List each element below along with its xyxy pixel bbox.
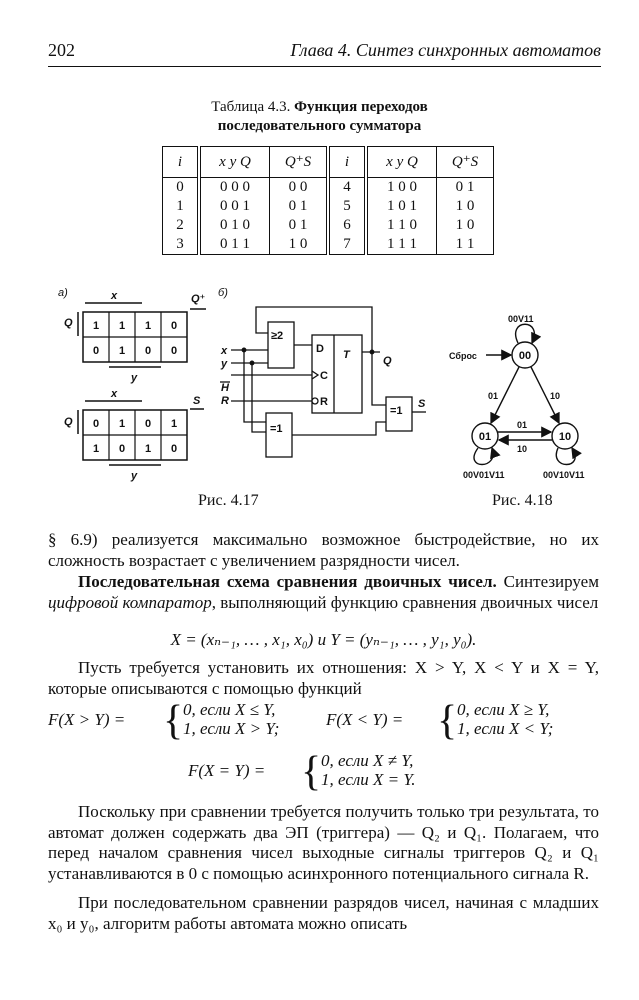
col-header-xyq: x y Q: [199, 147, 270, 178]
reset-inversion: [312, 398, 318, 404]
paragraph-3: Пусть требуется установить их отношения: X > Y, X < Y и X = Y, которые описываются с помощью функций: [48, 658, 599, 698]
kmap2-cell: 0: [92, 418, 100, 430]
kmap1-out-label: Q⁺: [191, 293, 206, 305]
table-cell: 7: [328, 235, 366, 255]
table-cell: 3: [163, 235, 200, 255]
kmap1-cell: 1: [92, 320, 100, 332]
loop-00-label: 00V11: [508, 314, 534, 324]
piecewise-functions: [48, 700, 608, 810]
table-cell: 1 0: [270, 235, 329, 255]
f1-lhs: F(X > Y) =: [48, 710, 126, 729]
edge-00-01-label: 01: [488, 391, 499, 401]
ff-c-label: C: [320, 370, 328, 382]
ff-r-label: R: [320, 396, 328, 408]
paragraph-2: [48, 572, 599, 613]
edge-01-10-label: 01: [517, 420, 528, 430]
table-cell: 0 0: [270, 178, 329, 198]
input-y: y: [221, 358, 228, 370]
kmap2-cell: 0: [170, 443, 178, 455]
kmap1-cell: 1: [118, 345, 126, 357]
f2-case-2: 1, если X < Y;: [457, 719, 554, 738]
kmap2-out-label: S: [193, 395, 201, 407]
table-cell: 1 1 1: [366, 235, 437, 255]
edge-00-10-label: 10: [550, 391, 561, 401]
table-cell: 0 1 1: [199, 235, 270, 255]
ff-t-label: T: [343, 349, 350, 361]
table-caption-title-1: Функция переходов: [294, 99, 428, 115]
table-cell: 1 0 1: [366, 197, 437, 216]
kmap1-cell: 0: [170, 320, 178, 332]
kmap1-q-label: Q: [64, 317, 73, 329]
kmap2-q-label: Q: [64, 416, 73, 428]
kmap2-cell: 0: [144, 418, 152, 430]
state-10-label: 10: [558, 431, 572, 443]
fig-label-a: а): [58, 287, 68, 299]
input-x: x: [221, 345, 228, 357]
page-number: 202: [48, 40, 75, 60]
loop-01-label: 00V01V11: [463, 470, 505, 480]
kmap1-cell: 0: [92, 345, 100, 357]
table-caption-prefix: Таблица 4.3.: [211, 99, 291, 115]
state-00-label: 00: [518, 350, 532, 362]
loop-10-label: 00V10V11: [543, 470, 585, 480]
output-q: Q: [383, 355, 392, 367]
reset-label: Сброс: [449, 351, 477, 361]
kmap1-y-label: y: [131, 372, 138, 384]
figures-4-17-4-18: [0, 280, 639, 490]
col-header-xyq2: x y Q: [366, 147, 437, 178]
input-h: H: [221, 382, 229, 394]
wire: [292, 422, 386, 435]
table-cell: 0 0 1: [199, 197, 270, 216]
table-cell: 0 1: [270, 216, 329, 235]
table-cell: 1 0: [437, 197, 494, 216]
output-s: S: [418, 398, 426, 410]
table-cell: 1 0 0: [366, 178, 437, 198]
paragraph-1: § 6.9) реализуется максимально возможное быстродействие, но их сложность возрастает с увеличением разрядности чисел.: [48, 530, 599, 570]
kmap2-x-label: x: [111, 388, 118, 400]
ff-d-label: D: [316, 343, 324, 355]
table-cell: 6: [328, 216, 366, 235]
header-rule: [48, 66, 601, 67]
kmap1-cell: 0: [170, 345, 178, 357]
f2-lhs: F(X < Y) =: [326, 710, 404, 729]
fig-label-b: б): [218, 287, 228, 299]
section-heading: Последовательная схема сравнения двоичных чисел.: [78, 572, 497, 591]
xor-gate-1: [266, 413, 292, 457]
f1-case-1: 0, если X ≤ Y,: [183, 700, 276, 719]
table-cell: 1: [163, 197, 200, 216]
table-cell: 4: [328, 178, 366, 198]
f2-brace: {: [437, 698, 458, 744]
f2-case-1: 0, если X ≥ Y,: [457, 700, 550, 719]
table-caption-title-2: последовательного сумматора: [217, 118, 422, 134]
figure-4-17-caption: Рис. 4.17: [198, 492, 259, 509]
kmap2-cell: 1: [118, 418, 126, 430]
kmap1-cell: 1: [144, 320, 152, 332]
clock-triangle: [312, 371, 318, 379]
table-cell: 0 1: [437, 178, 494, 198]
figure-4-18-caption: Рис. 4.18: [492, 492, 553, 509]
table-cell: 2: [163, 216, 200, 235]
table-cell: 0 0 0: [199, 178, 270, 198]
formula-xy: X = (xₙ₋₁, … , x₁, x₀) и Y = (yₙ₋₁, … , y₁, y₀).: [170, 630, 477, 649]
edge-10-01-label: 10: [517, 444, 528, 454]
col-header-qs: Q⁺S: [270, 147, 329, 178]
loop-10: [556, 448, 575, 465]
kmap2-cell: 1: [170, 418, 178, 430]
table-caption: [0, 98, 639, 136]
paragraph-2-text: Синтезируем: [496, 572, 599, 591]
kmap1-cell: 1: [118, 320, 126, 332]
wire: [244, 350, 266, 422]
f3-case-1: 0, если X ≠ Y,: [321, 751, 414, 770]
table-row: [163, 178, 494, 198]
col-header-qs2: Q⁺S: [437, 147, 494, 178]
table-cell: 1 0: [437, 216, 494, 235]
kmap2-cell: 0: [118, 443, 126, 455]
table-cell: 0 1: [270, 197, 329, 216]
input-r: R: [221, 395, 229, 407]
kmap2-cell: 1: [92, 443, 100, 455]
xor2-label: =1: [390, 405, 403, 417]
table-cell: 0 1 0: [199, 216, 270, 235]
f3-lhs: F(X = Y) =: [188, 761, 266, 780]
table-cell: 1 1: [437, 235, 494, 255]
kmap2-cell: 1: [144, 443, 152, 455]
kmap1-x-label: x: [111, 290, 118, 302]
or-gate: [268, 322, 294, 368]
state-01-label: 01: [478, 431, 492, 443]
table-cell: 0: [163, 178, 200, 198]
col-header-i: i: [163, 147, 200, 178]
table-cell: 1 1 0: [366, 216, 437, 235]
kmap1-cell: 0: [144, 345, 152, 357]
f1-case-2: 1, если X > Y;: [183, 719, 280, 738]
transition-table: [162, 146, 494, 255]
f1-brace: {: [163, 698, 184, 744]
table-row: [163, 235, 494, 255]
col-header-i2: i: [328, 147, 366, 178]
table-row: [163, 216, 494, 235]
kmap2-y-label: y: [131, 470, 138, 482]
f3-brace: {: [301, 749, 322, 795]
or-gate-label: ≥2: [271, 330, 284, 342]
table-cell: 5: [328, 197, 366, 216]
table-row: [163, 197, 494, 216]
term-digital-comparator: цифровой компаратор: [48, 592, 212, 612]
paragraph-4: Поскольку при сравнении требуется получить только три результата, то автомат должен содержать два ЭП (триггера) — Q₂ и Q₁. Полагаем, что перед началом сравнения чисел выходные сигналы триггеров Q₂ и Q₁ устанавливаются в 0 с помощью асинхронного потенциального сигнала R.: [48, 802, 599, 883]
paragraph-5: При последовательном сравнении разрядов чисел, начиная с младших x₀ и y₀, алгоритм работы автомата можно описать: [48, 893, 599, 933]
f3-case-2: 1, если X = Y.: [321, 770, 416, 789]
chapter-title: Глава 4. Синтез синхронных автоматов: [290, 40, 601, 60]
loop-01: [474, 448, 493, 465]
loop-00: [516, 324, 535, 343]
paragraph-2-text-end: , выполняющий функцию сравнения двоичных чисел: [211, 592, 599, 612]
xor1-label: =1: [270, 423, 283, 435]
table-header-row: [163, 147, 494, 178]
